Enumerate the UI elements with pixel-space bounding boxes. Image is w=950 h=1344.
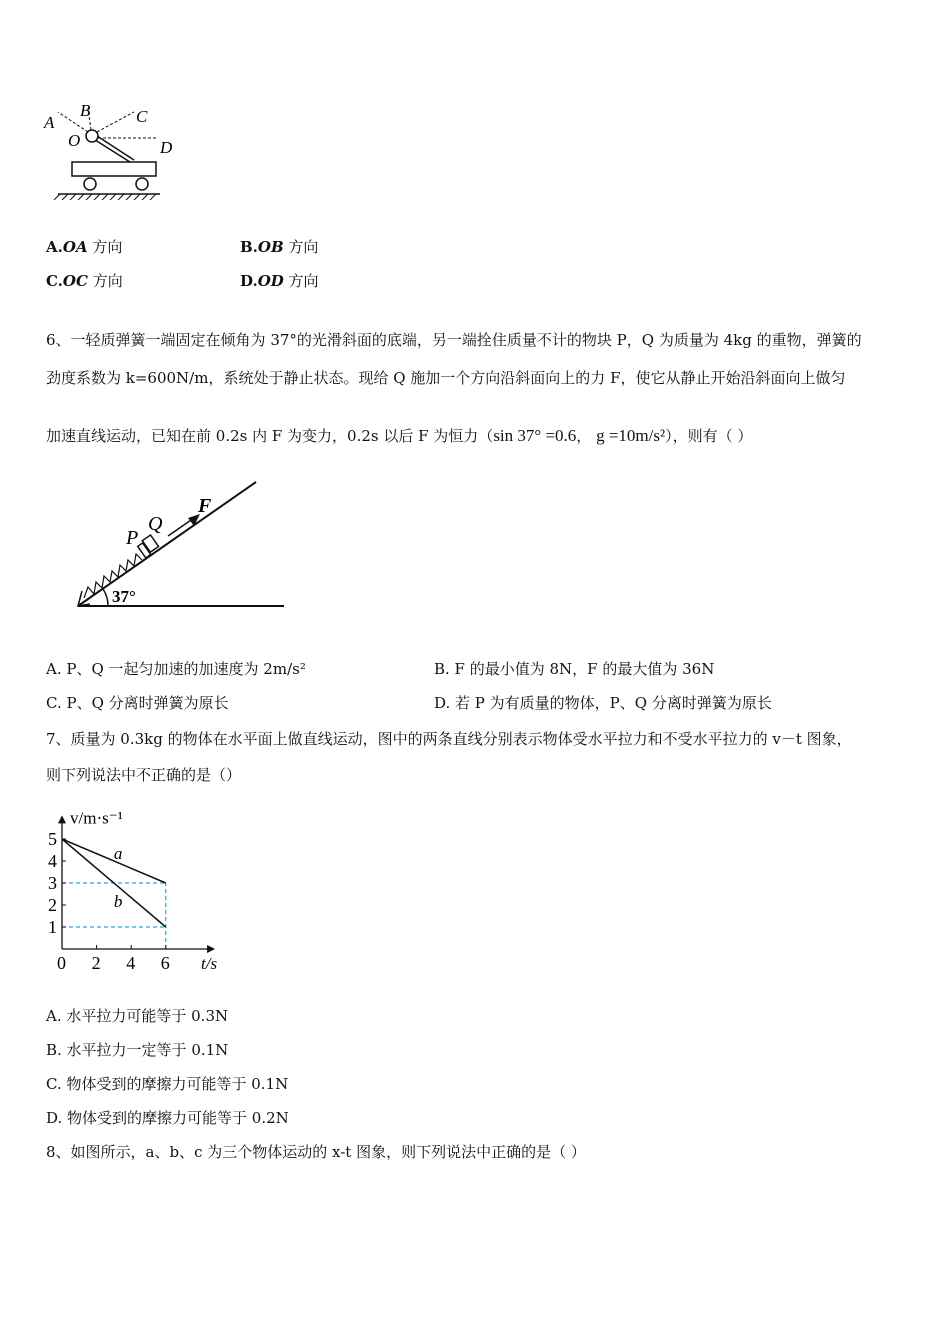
q7-option-c[interactable]: C. 物体受到的摩擦力可能等于 0.1N	[46, 1075, 289, 1093]
formula-g: g =10m/s²	[596, 426, 666, 445]
q7-stem-line2: 则下列说法中不正确的是（）	[46, 766, 242, 784]
x-tick-label-0: 0	[57, 953, 66, 973]
q7-option-a[interactable]: A. 水平拉力可能等于 0.3N	[46, 1007, 229, 1025]
label-O: O	[68, 131, 81, 150]
cart-direction-figure	[38, 96, 188, 206]
q6-option-a[interactable]: A. P、Q 一起匀加速的加速度为 2m/s²	[46, 660, 306, 678]
q6-stem-line2: 劲度系数为 k=600N/m，系统处于静止状态。现给 Q 施加一个方向沿斜面向上的力 F，使它从静止开始沿斜面向上做匀	[46, 369, 846, 387]
q5-option-d[interactable]: D.OD 方向	[240, 272, 319, 290]
x-tick-label-4: 4	[126, 953, 136, 973]
y-tick-label-1: 1	[48, 917, 57, 937]
incline-spring-figure	[70, 474, 290, 616]
q7-stem-line1: 7、质量为 0.3kg 的物体在水平面上做直线运动，图中的两条直线分别表示物体受水平拉力和不受水平拉力的 v－t 图象，	[46, 730, 852, 748]
y-axis-label: v/m·s⁻¹	[70, 808, 123, 828]
x-axis-arrow	[207, 945, 215, 953]
q6-option-c[interactable]: C. P、Q 分离时弹簧为原长	[46, 694, 229, 712]
label-A: A	[44, 113, 55, 132]
q5-option-a[interactable]: A.OA 方向	[46, 238, 123, 256]
label-Q: Q	[148, 513, 163, 535]
label-B: B	[80, 101, 91, 120]
y-tick-label-4: 4	[48, 851, 57, 871]
label-P: P	[126, 527, 139, 549]
y-axis-arrow	[58, 815, 66, 823]
q5-option-c[interactable]: C.OC 方向	[46, 272, 123, 290]
x-tick-label-6: 6	[160, 953, 170, 973]
q7-option-b[interactable]: B. 水平拉力一定等于 0.1N	[46, 1041, 229, 1059]
q6-stem-line3: 加速直线运动，已知在前 0.2s 内 F 为变力，0.2s 以后 F 为恒力（sin 37° =0.6， g =10m/s²），则有（ ）	[46, 426, 753, 445]
label-C: C	[136, 107, 148, 126]
q7-option-d[interactable]: D. 物体受到的摩擦力可能等于 0.2N	[46, 1109, 289, 1127]
q6-stem-line1: 6、一轻质弹簧一端固定在倾角为 37°的光滑斜面的底端，另一端拴住质量不计的物块 P，Q 为质量为 4kg 的重物，弹簧的	[46, 331, 862, 349]
q6-option-b[interactable]: B. F 的最小值为 8N，F 的最大值为 36N	[434, 660, 715, 678]
vt-chart	[40, 792, 230, 982]
y-tick-label-5: 5	[48, 829, 57, 849]
label-angle: 37°	[112, 587, 136, 606]
label-D: D	[160, 138, 173, 157]
x-axis-label: t/s	[201, 954, 218, 973]
series-label-b: b	[113, 892, 123, 912]
q8-stem-line1: 8、如图所示，a、b、c 为三个物体运动的 x-t 图象，则下列说法中正确的是（ ）	[46, 1143, 586, 1161]
x-tick-label-2: 2	[91, 953, 101, 973]
y-tick-label-3: 3	[48, 873, 57, 893]
label-F: F	[198, 495, 212, 517]
q5-option-b[interactable]: B.OB 方向	[240, 238, 319, 256]
series-label-a: a	[113, 843, 123, 863]
formula-sin37: sin 37° =0.6	[493, 426, 577, 445]
y-tick-label-2: 2	[48, 895, 57, 915]
q6-option-d[interactable]: D. 若 P 为有质量的物体，P、Q 分离时弹簧为原长	[434, 694, 772, 712]
